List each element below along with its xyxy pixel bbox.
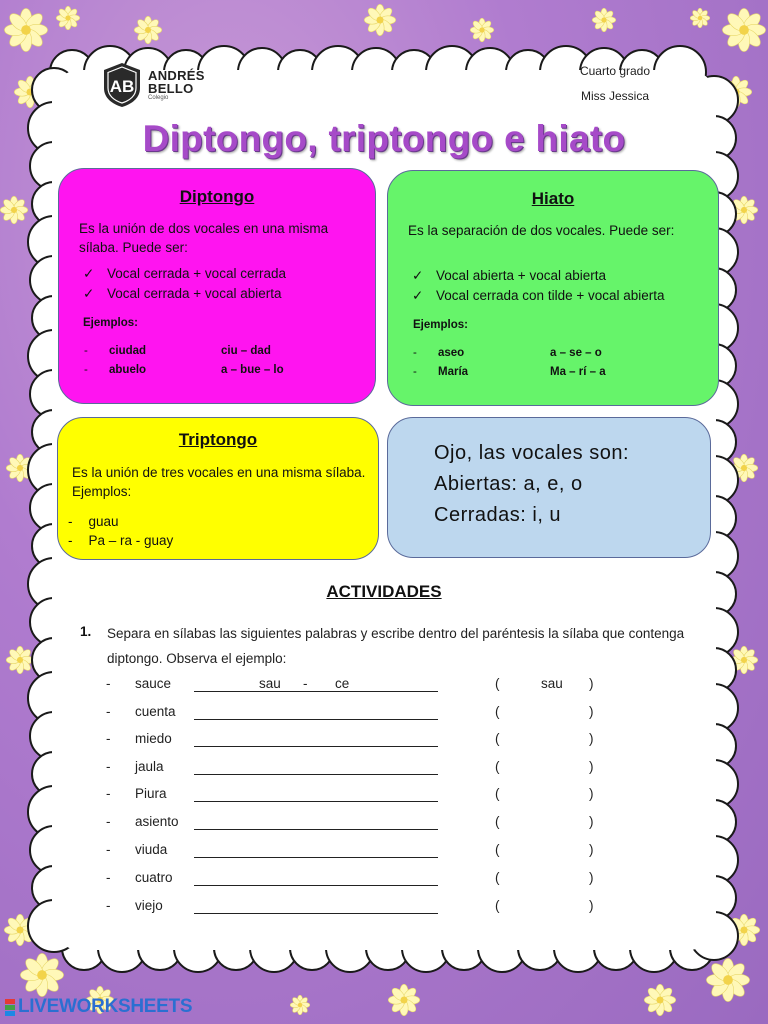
row-word: cuenta — [135, 704, 176, 719]
exercise-row — [0, 842, 768, 862]
checkmark-icon: ✓ — [83, 266, 95, 281]
exercise-row — [0, 898, 768, 918]
syllable-answer-line[interactable] — [194, 870, 438, 886]
row-word: asiento — [135, 814, 179, 829]
row-dash: - — [106, 842, 111, 857]
row-dash: - — [106, 870, 111, 885]
syllable-1: sau — [259, 676, 281, 691]
liveworksheets-logo-icon — [4, 997, 16, 1017]
diptongo-check-1: ✓ Vocal cerrada + vocal cerrada — [83, 266, 286, 281]
school-name-line2: BELLO — [148, 81, 194, 96]
row-word: sauce — [135, 676, 172, 691]
syllable-answer-line[interactable] — [194, 814, 438, 830]
open-paren: ( — [495, 898, 500, 913]
row-dash: - — [106, 814, 111, 829]
question-number: 1. — [80, 624, 92, 639]
syllable-answer-line[interactable] — [194, 731, 438, 747]
diptongo-check-2: ✓ Vocal cerrada + vocal abierta — [83, 286, 282, 301]
diptongo-title: Diptongo — [179, 187, 255, 206]
syllable-answer-line[interactable] — [194, 676, 438, 692]
liveworksheets-brand — [4, 996, 192, 1018]
close-paren: ) — [589, 676, 594, 691]
hiato-box: Hiato Es la separación de dos vocales. Puede ser: ✓ Vocal abierta + vocal abierta ✓ Vocal cerrada con tilde + vocal abierta Ejemplos: - aseo a – se – o - María Ma – rí – a — [387, 170, 719, 406]
syllable-2: ce — [335, 676, 350, 691]
vocales-line-1: Ojo, las vocales son: — [434, 442, 630, 464]
exercise-row — [0, 814, 768, 834]
close-paren: ) — [589, 704, 594, 719]
row-word: Piura — [135, 786, 167, 801]
open-paren: ( — [495, 870, 500, 885]
triptongo-box — [57, 417, 379, 560]
exercise-row — [0, 870, 768, 890]
school-logo — [102, 62, 205, 108]
close-paren: ) — [589, 786, 594, 801]
open-paren: ( — [495, 704, 500, 719]
row-dash: - — [106, 731, 111, 746]
exercise-row — [0, 676, 768, 696]
row-dash: - — [106, 786, 111, 801]
school-subtitle: Colegio — [148, 95, 169, 101]
row-word: miedo — [135, 731, 172, 746]
exercise-row — [0, 731, 768, 751]
open-paren: ( — [495, 676, 500, 691]
checkmark-icon: ✓ — [412, 288, 424, 303]
row-word: cuatro — [135, 870, 173, 885]
svg-text:AB: AB — [109, 77, 135, 96]
close-paren: ) — [589, 842, 594, 857]
open-paren: ( — [495, 759, 500, 774]
syllable-separator: - — [303, 676, 308, 691]
school-name-line1: ANDRÉS — [148, 68, 205, 83]
liveworksheets-text: LIVEWORKSHEETS — [18, 996, 193, 1017]
syllable-answer-line[interactable] — [194, 759, 438, 775]
row-dash: - — [106, 898, 111, 913]
diptongo-definition: Es la unión de dos vocales en una misma sílaba. Puede ser: — [79, 221, 329, 255]
checkmark-icon: ✓ — [412, 268, 424, 283]
checkmark-icon: ✓ — [83, 286, 95, 301]
triptongo-example-1: - guau — [68, 514, 119, 529]
hiato-title: Hiato — [531, 189, 575, 208]
row-word: jaula — [135, 759, 164, 774]
close-paren: ) — [589, 814, 594, 829]
triptongo-title: Triptongo — [178, 430, 258, 449]
triptongo-definition: Es la unión de tres vocales en una misma sílaba. Ejemplos: — [72, 465, 366, 499]
vocales-box — [387, 417, 711, 558]
shield-logo-icon — [102, 62, 142, 108]
close-paren: ) — [589, 898, 594, 913]
open-paren: ( — [495, 731, 500, 746]
teacher-label: Miss Jessica — [580, 89, 649, 103]
syllable-answer-line[interactable] — [194, 786, 438, 802]
grade-label: Cuarto grado — [579, 64, 651, 78]
vocales-line-3: Cerradas: i, u — [434, 504, 562, 526]
hiato-check-2: ✓ Vocal cerrada con tilde + vocal abierta — [412, 288, 665, 303]
diptongo-examples-label: Ejemplos: — [83, 317, 138, 329]
open-paren: ( — [495, 842, 500, 857]
close-paren: ) — [589, 731, 594, 746]
syllable-answer-line[interactable] — [194, 704, 438, 720]
syllable-answer-line[interactable] — [194, 898, 438, 914]
exercise-row — [0, 759, 768, 779]
row-dash: - — [106, 704, 111, 719]
hiato-check-1: ✓ Vocal abierta + vocal abierta — [412, 268, 606, 283]
diptongo-answer[interactable]: sau — [541, 676, 563, 691]
page-title: Diptongo, triptongo e hiato — [142, 118, 626, 159]
close-paren: ) — [589, 870, 594, 885]
row-word: viuda — [135, 842, 168, 857]
row-dash: - — [106, 676, 111, 691]
open-paren: ( — [495, 786, 500, 801]
diptongo-box: Diptongo Es la unión de dos vocales en una misma sílaba. Puede ser: ✓ Vocal cerrada + vocal cerrada ✓ Vocal cerrada + vocal abierta Ejemplos: - ciudad ciu – dad - abuelo a – bue – lo — [58, 168, 376, 404]
syllable-answer-line[interactable] — [194, 842, 438, 858]
hiato-definition: Es la separación de dos vocales. Puede ser: — [408, 223, 675, 238]
activities-title: ACTIVIDADES — [326, 582, 442, 601]
row-dash: - — [106, 759, 111, 774]
close-paren: ) — [589, 759, 594, 774]
exercise-row — [0, 786, 768, 806]
question-text: Separa en sílabas las siguientes palabras y escribe dentro del paréntesis la sílaba que contenga diptongo. Observa el ejemplo: — [107, 626, 685, 666]
hiato-examples-label: Ejemplos: — [413, 319, 468, 331]
vocales-line-2: Abiertas: a, e, o — [434, 473, 583, 495]
row-word: viejo — [135, 898, 163, 913]
exercise-row — [0, 704, 768, 724]
open-paren: ( — [495, 814, 500, 829]
triptongo-example-2: - Pa – ra - guay — [68, 533, 174, 548]
